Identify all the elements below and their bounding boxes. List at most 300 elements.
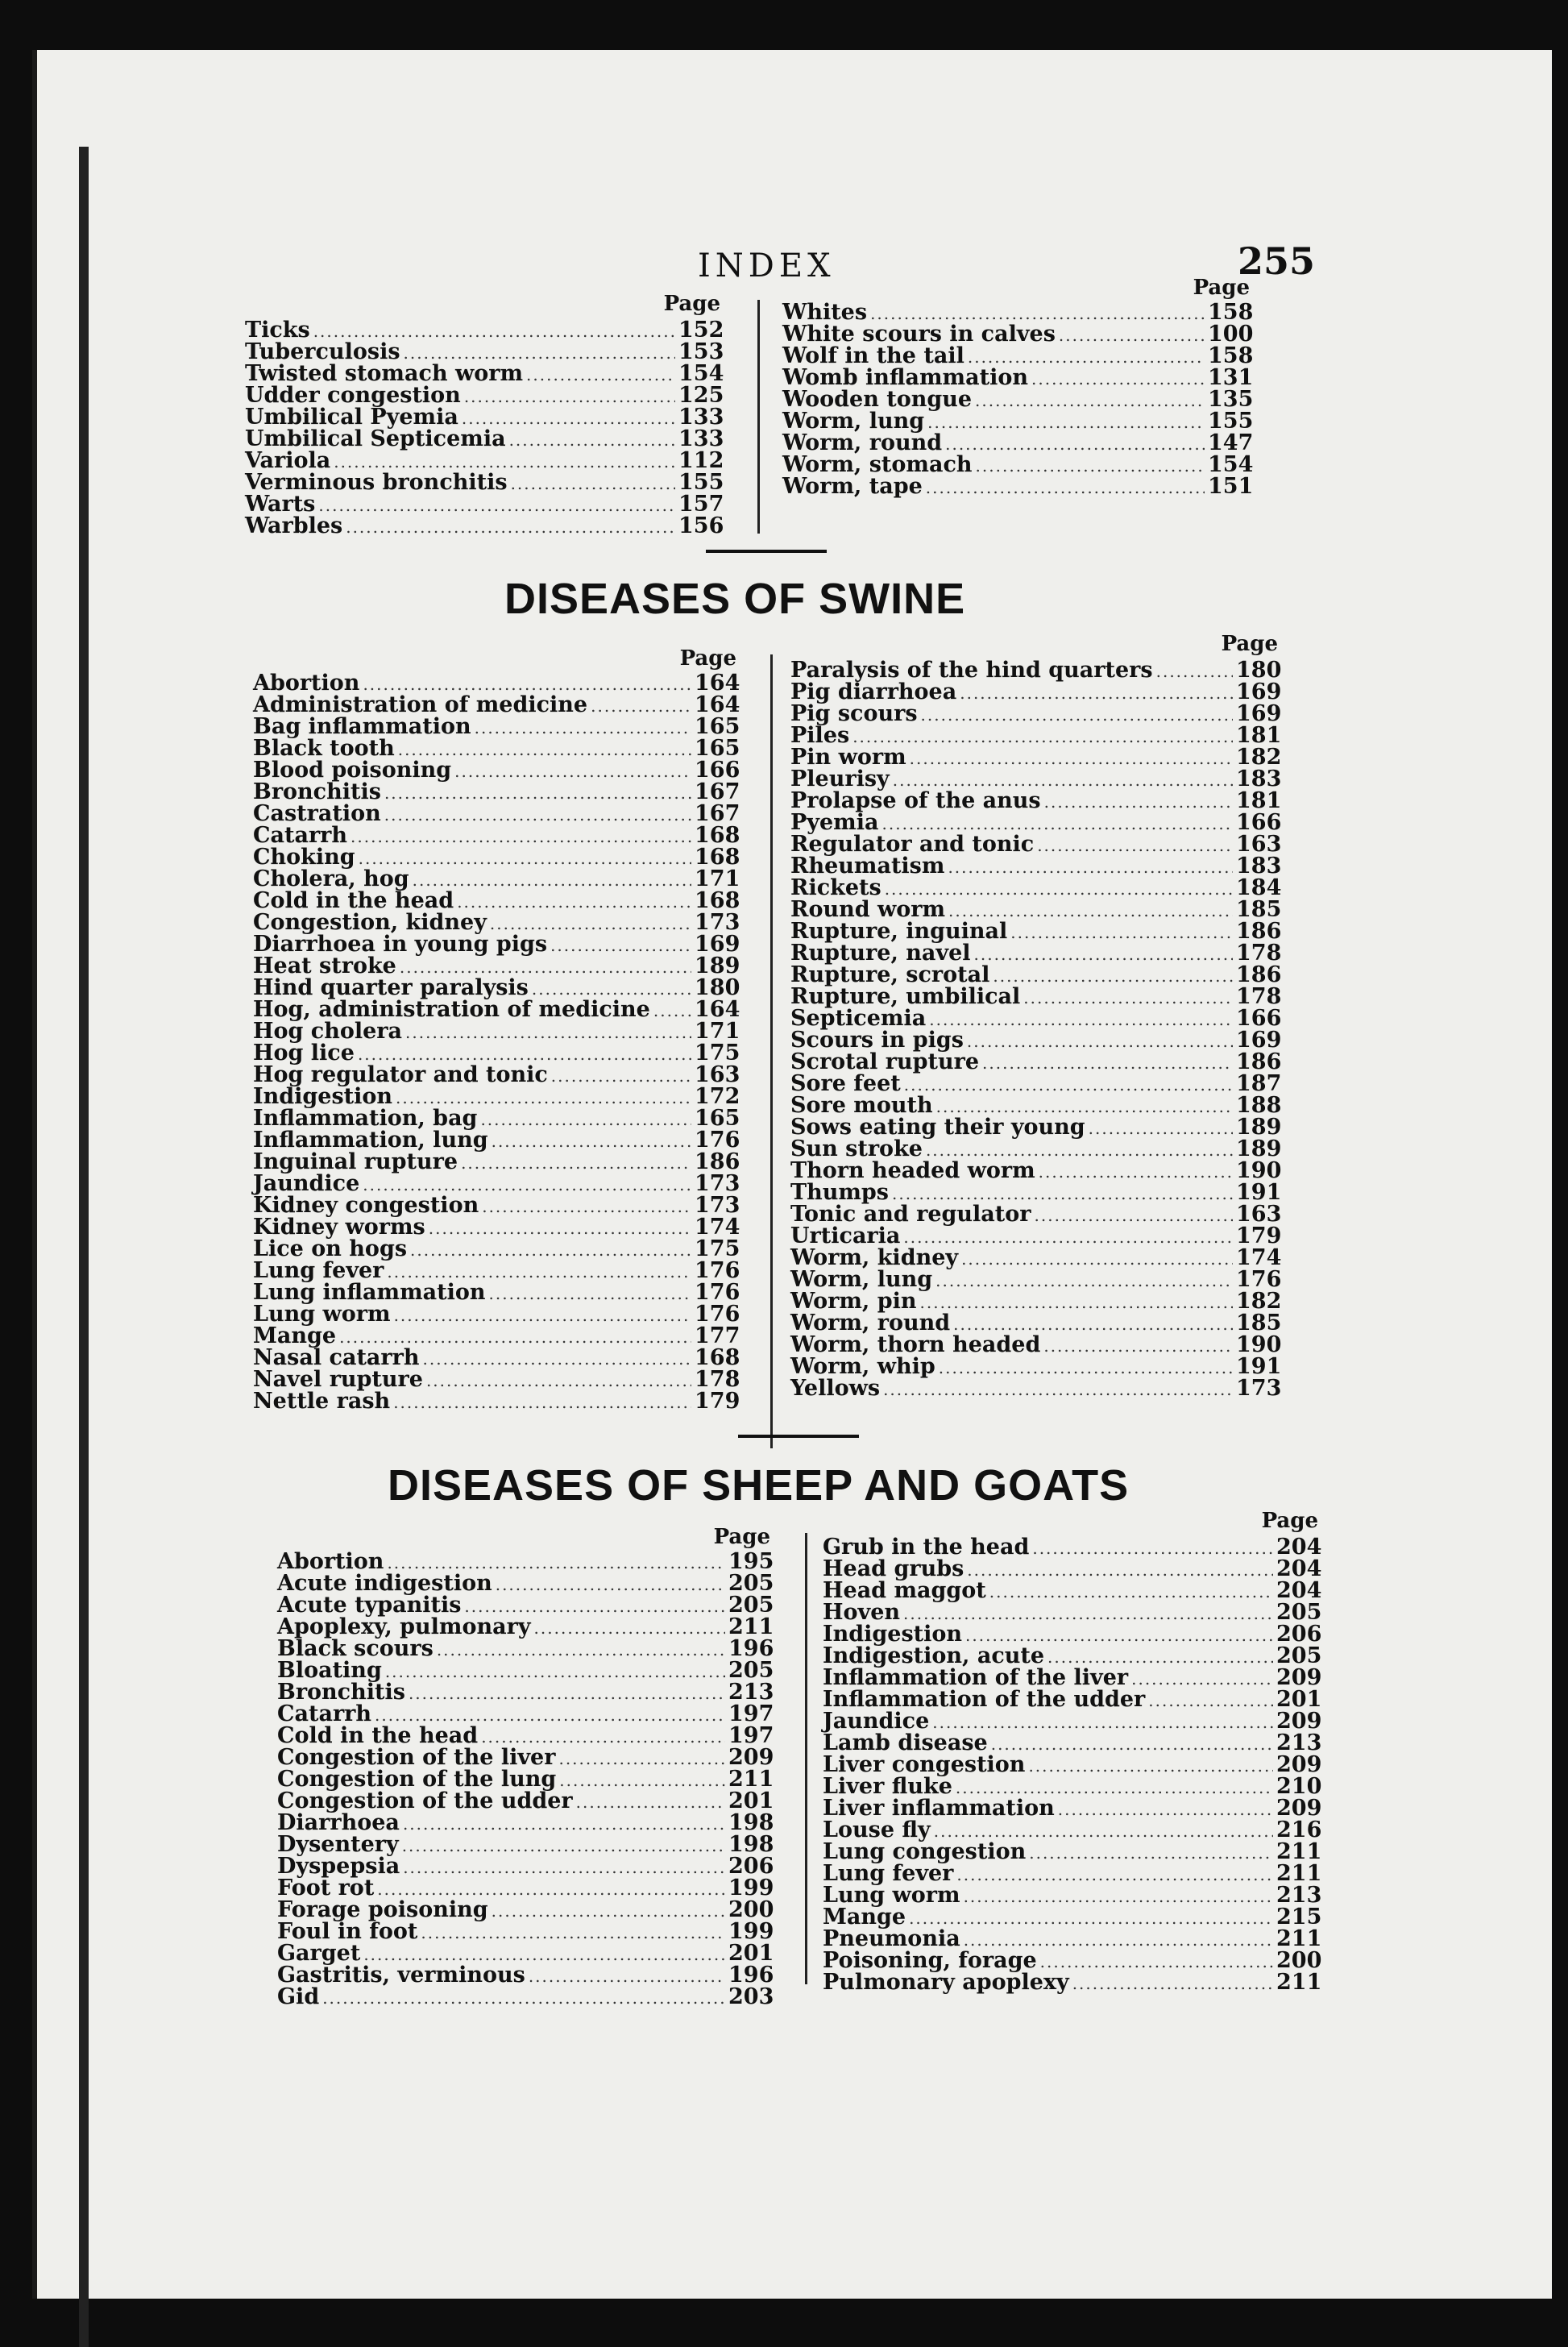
index-page-ref: 165 <box>695 714 740 739</box>
dot-leader <box>964 1886 1273 1908</box>
index-term: Udder congestion <box>245 383 461 408</box>
index-page-ref: 169 <box>1236 701 1282 726</box>
index-page-ref: 190 <box>1236 1332 1282 1357</box>
index-page-ref: 183 <box>1236 766 1282 791</box>
index-page-ref: 209 <box>728 1745 774 1770</box>
index-page-ref: 157 <box>678 492 724 517</box>
dot-leader <box>384 783 691 804</box>
index-term: Castration <box>253 801 381 826</box>
index-term: Wooden tongue <box>782 387 973 412</box>
index-entry <box>823 1622 1322 1647</box>
index-page-ref: 174 <box>695 1215 740 1240</box>
index-page-ref: 100 <box>1208 322 1254 347</box>
index-page-ref: 191 <box>1236 1180 1282 1205</box>
dot-leader <box>989 1581 1273 1603</box>
index-entry <box>790 1049 1282 1074</box>
index-entry <box>277 1876 774 1900</box>
index-entry <box>253 1084 740 1109</box>
index-entry <box>790 1202 1282 1227</box>
index-page-ref: 181 <box>1236 788 1282 813</box>
index-term: Poisoning, forage <box>823 1948 1037 1973</box>
index-entry <box>823 1556 1322 1581</box>
index-page-ref: 166 <box>695 758 740 783</box>
dot-leader <box>921 704 1233 726</box>
index-page-ref: 176 <box>695 1258 740 1283</box>
index-term: Lung congestion <box>823 1839 1027 1864</box>
index-term: Hog lice <box>253 1041 355 1065</box>
index-page-ref: 158 <box>1208 300 1254 325</box>
dot-leader <box>993 966 1233 987</box>
dot-leader <box>461 1153 691 1174</box>
index-term: Worm, round <box>790 1311 951 1336</box>
index-entry <box>253 1280 740 1305</box>
index-entry <box>823 1600 1322 1625</box>
index-term: Abortion <box>253 671 360 696</box>
index-entry <box>245 339 724 364</box>
index-entry <box>790 745 1282 770</box>
dot-leader <box>551 1065 691 1087</box>
index-term: Cholera, hog <box>253 866 409 891</box>
index-entry <box>253 1149 740 1174</box>
index-entry <box>253 758 740 783</box>
index-page-ref: 163 <box>695 1062 740 1087</box>
dot-leader <box>967 1031 1233 1053</box>
index-term: Foul in foot <box>277 1919 418 1944</box>
dot-leader <box>1031 368 1205 390</box>
index-page-ref: 155 <box>678 470 724 495</box>
dot-leader <box>393 1392 691 1414</box>
dot-leader <box>1010 922 1233 944</box>
dot-leader <box>482 1196 691 1218</box>
page-column-header: Page <box>1193 276 1250 300</box>
dot-leader <box>492 1900 725 1922</box>
index-term: Variola <box>245 448 331 473</box>
index-page-ref: 204 <box>1276 1556 1322 1581</box>
index-term: Inflammation, lung <box>253 1128 488 1153</box>
index-entry <box>790 962 1282 987</box>
index-page-ref: 169 <box>1236 679 1282 704</box>
dot-leader <box>576 1792 725 1813</box>
index-entry <box>790 1028 1282 1053</box>
index-page-ref: 167 <box>695 801 740 826</box>
running-header-title: INDEX <box>698 247 836 285</box>
index-page-ref: 198 <box>728 1832 774 1857</box>
dot-leader <box>948 857 1233 879</box>
index-term: Sows eating their young <box>790 1115 1085 1140</box>
index-term: Indigestion, acute <box>823 1643 1045 1668</box>
index-entry <box>823 1817 1322 1842</box>
index-entry <box>253 1345 740 1370</box>
index-page-ref: 176 <box>695 1302 740 1327</box>
dot-leader <box>1156 661 1233 683</box>
index-term: Regulator and tonic <box>790 832 1035 857</box>
section-divider <box>738 1435 859 1438</box>
index-term: Rupture, umbilical <box>790 984 1021 1009</box>
index-entry <box>790 1376 1282 1401</box>
index-page-ref: 179 <box>695 1389 740 1414</box>
index-entry <box>790 1267 1282 1292</box>
index-entry <box>277 1701 774 1726</box>
index-entry <box>253 1019 740 1044</box>
index-term: Inflammation of the liver <box>823 1665 1129 1690</box>
index-page-ref: 131 <box>1208 365 1254 390</box>
index-term: Worm, tape <box>782 474 923 499</box>
dot-leader <box>509 430 675 451</box>
index-term: Jaundice <box>823 1709 930 1734</box>
index-term: Worm, stomach <box>782 452 973 477</box>
index-page-ref: 213 <box>728 1680 774 1705</box>
index-page-ref: 156 <box>678 513 724 538</box>
dot-leader <box>1044 791 1233 813</box>
index-term: Mange <box>253 1323 337 1348</box>
index-term: Pyemia <box>790 810 879 835</box>
index-term: Lung fever <box>253 1258 384 1283</box>
index-term: Umbilical Septicemia <box>245 426 506 451</box>
index-page-ref: 196 <box>728 1963 774 1988</box>
index-entry <box>823 1687 1322 1712</box>
index-page-ref: 210 <box>1276 1774 1322 1799</box>
index-term: Hind quarter paralysis <box>253 975 529 1000</box>
index-entry <box>245 426 724 451</box>
dot-leader <box>974 944 1233 966</box>
index-entry <box>790 701 1282 726</box>
index-entry <box>823 1796 1322 1821</box>
index-page-ref: 168 <box>695 823 740 848</box>
page-column-header: Page <box>679 646 736 671</box>
index-entry <box>790 658 1282 683</box>
index-entry <box>790 984 1282 1009</box>
index-page-ref: 164 <box>695 671 740 696</box>
index-entry <box>790 1180 1282 1205</box>
index-entry <box>277 1549 774 1574</box>
index-term: Head maggot <box>823 1578 986 1603</box>
dot-leader <box>385 1661 725 1683</box>
index-page-ref: 164 <box>695 997 740 1022</box>
index-term: Kidney congestion <box>253 1193 479 1218</box>
dot-leader <box>1131 1668 1273 1690</box>
index-page-ref: 211 <box>1276 1970 1322 1995</box>
index-page-ref: 164 <box>695 692 740 717</box>
index-term: Bronchitis <box>277 1680 405 1705</box>
index-entry <box>782 430 1254 455</box>
index-entry <box>790 810 1282 835</box>
index-page-ref: 188 <box>1236 1093 1282 1118</box>
page-column-header: Page <box>1221 632 1278 656</box>
index-term: Scours in pigs <box>790 1028 964 1053</box>
index-page-ref: 205 <box>728 1658 774 1683</box>
index-entry <box>253 692 740 717</box>
index-term: Hog regulator and tonic <box>253 1062 548 1087</box>
dot-leader <box>489 1283 691 1305</box>
index-entry <box>277 1658 774 1683</box>
index-term: Administration of medicine <box>253 692 588 717</box>
dot-leader <box>429 1218 691 1240</box>
index-term: Sun stroke <box>790 1136 923 1161</box>
index-page-ref: 169 <box>695 932 740 957</box>
index-page-ref: 176 <box>1236 1267 1282 1292</box>
index-page-ref: 173 <box>695 910 740 935</box>
dot-leader <box>559 1770 725 1792</box>
index-page-ref: 209 <box>1276 1709 1322 1734</box>
index-entry <box>790 1332 1282 1357</box>
index-page-ref: 211 <box>728 1767 774 1792</box>
dot-leader <box>346 517 675 538</box>
index-entry <box>253 845 740 870</box>
index-term: Acute typanitis <box>277 1593 462 1618</box>
column-rule <box>757 300 760 534</box>
dot-leader <box>409 1683 725 1705</box>
index-term: Ticks <box>245 318 310 343</box>
index-entry <box>790 788 1282 813</box>
dot-leader <box>927 412 1205 434</box>
section-title-swine: DISEASES OF SWINE <box>504 575 966 623</box>
index-entry <box>823 1948 1322 1973</box>
index-entry <box>823 1926 1322 1951</box>
index-page-ref: 152 <box>678 318 724 343</box>
index-entry <box>823 1709 1322 1734</box>
dot-leader <box>945 434 1205 455</box>
index-entry <box>790 1245 1282 1270</box>
index-page-ref: 213 <box>1276 1730 1322 1755</box>
index-entry <box>277 1680 774 1705</box>
index-page-ref: 153 <box>678 339 724 364</box>
index-entry <box>277 1593 774 1618</box>
dot-leader <box>558 1748 725 1770</box>
index-term: Verminous bronchitis <box>245 470 508 495</box>
index-term: Black tooth <box>253 736 395 761</box>
index-term: Dysentery <box>277 1832 399 1857</box>
index-entry <box>245 448 724 473</box>
index-page-ref: 171 <box>695 866 740 891</box>
index-entry <box>790 875 1282 900</box>
index-entry <box>277 1788 774 1813</box>
index-entry <box>277 1984 774 2009</box>
index-entry <box>790 1289 1282 1314</box>
dot-leader <box>929 1009 1233 1031</box>
index-entry <box>790 766 1282 791</box>
index-term: Congestion of the udder <box>277 1788 573 1813</box>
dot-leader <box>1072 1973 1273 1995</box>
index-entry <box>277 1919 774 1944</box>
index-entry <box>823 1774 1322 1799</box>
index-entry <box>782 365 1254 390</box>
column-rule <box>770 654 773 1448</box>
index-entry <box>790 1071 1282 1096</box>
index-page-ref: 158 <box>1208 343 1254 368</box>
index-entry <box>253 1215 740 1240</box>
index-term: Septicemia <box>790 1006 927 1031</box>
dot-leader <box>591 696 691 717</box>
page-column-header: Page <box>1261 1509 1318 1533</box>
dot-leader <box>511 473 675 495</box>
index-page-ref: 135 <box>1208 387 1254 412</box>
index-page-ref: 155 <box>1208 409 1254 434</box>
dot-leader <box>534 1618 725 1639</box>
index-term: Catarrh <box>253 823 348 848</box>
index-page-ref: 204 <box>1276 1535 1322 1560</box>
dot-leader <box>402 1835 725 1857</box>
index-page-ref: 168 <box>695 845 740 870</box>
index-entry <box>790 941 1282 966</box>
index-entry <box>253 1193 740 1218</box>
dot-leader <box>1043 1336 1233 1357</box>
index-page-ref: 168 <box>695 888 740 913</box>
index-entry <box>790 1311 1282 1336</box>
index-page-ref: 199 <box>728 1876 774 1900</box>
index-term: Thumps <box>790 1180 890 1205</box>
index-page-ref: 191 <box>1236 1354 1282 1379</box>
index-page-ref: 186 <box>1236 919 1282 944</box>
index-term: Louse fly <box>823 1817 931 1842</box>
index-page-ref: 133 <box>678 405 724 430</box>
dot-leader <box>904 1074 1233 1096</box>
index-term: Grub in the head <box>823 1535 1030 1560</box>
index-entry <box>823 1839 1322 1864</box>
index-entry <box>790 1136 1282 1161</box>
index-list <box>245 318 724 538</box>
index-page-ref: 213 <box>1276 1883 1322 1908</box>
index-term: Abortion <box>277 1549 384 1574</box>
index-term: Worm, round <box>782 430 943 455</box>
index-entry <box>790 897 1282 922</box>
index-term: Worm, thorn headed <box>790 1332 1041 1357</box>
index-page-ref: 206 <box>728 1854 774 1879</box>
index-entry <box>790 832 1282 857</box>
index-page-ref: 112 <box>678 448 724 473</box>
index-entry <box>823 1578 1322 1603</box>
index-term: Gid <box>277 1984 320 2009</box>
index-entry <box>253 1389 740 1414</box>
index-entry <box>253 779 740 804</box>
dot-leader <box>384 804 691 826</box>
index-entry <box>782 409 1254 434</box>
index-term: Indigestion <box>253 1084 393 1109</box>
index-page-ref: 180 <box>695 975 740 1000</box>
index-entry <box>245 405 724 430</box>
index-entry <box>245 470 724 495</box>
index-entry <box>277 1832 774 1857</box>
index-page-ref: 171 <box>695 1019 740 1044</box>
dot-leader <box>423 1348 691 1370</box>
index-term: Umbilical Pyemia <box>245 405 458 430</box>
index-term: Scrotal rupture <box>790 1049 980 1074</box>
index-entry <box>823 1905 1322 1930</box>
index-entry <box>277 1854 774 1879</box>
index-list <box>277 1549 774 2009</box>
index-page-ref: 174 <box>1236 1245 1282 1270</box>
dot-leader <box>975 390 1205 412</box>
index-term: Round worm <box>790 897 946 922</box>
index-entry <box>782 474 1254 499</box>
index-entry <box>245 513 724 538</box>
index-page-ref: 167 <box>695 779 740 804</box>
index-page-ref: 166 <box>1236 1006 1282 1031</box>
index-list <box>782 300 1254 499</box>
index-term: Rupture, inguinal <box>790 919 1008 944</box>
index-term: Twisted stomach worm <box>245 361 524 386</box>
index-term: Lamb disease <box>823 1730 988 1755</box>
index-term: Cold in the head <box>253 888 454 913</box>
index-term: Worm, kidney <box>790 1245 959 1270</box>
index-page-ref: 173 <box>695 1193 740 1218</box>
index-page-ref: 209 <box>1276 1665 1322 1690</box>
index-term: Yellows <box>790 1376 881 1401</box>
index-term: Tonic and regulator <box>790 1202 1031 1227</box>
index-term: Lung worm <box>823 1883 960 1908</box>
dot-leader <box>910 748 1233 770</box>
index-entry <box>253 671 740 696</box>
index-term: Rickets <box>790 875 881 900</box>
index-term: Lung inflammation <box>253 1280 486 1305</box>
dot-leader <box>421 1922 725 1944</box>
index-entry <box>253 866 740 891</box>
dot-leader <box>939 1357 1233 1379</box>
dot-leader <box>426 1370 691 1392</box>
index-page-ref: 200 <box>1276 1948 1322 1973</box>
index-term: Warbles <box>245 513 343 538</box>
index-term: Pig scours <box>790 701 918 726</box>
dot-leader <box>322 1988 725 2009</box>
index-entry <box>253 1128 740 1153</box>
index-page-ref: 205 <box>728 1571 774 1596</box>
index-term: Jaundice <box>253 1171 360 1196</box>
index-entry <box>245 492 724 517</box>
index-entry <box>790 679 1282 704</box>
dot-leader <box>1148 1690 1273 1712</box>
index-page-ref: 166 <box>1236 810 1282 835</box>
index-entry <box>277 1636 774 1661</box>
index-term: Warts <box>245 492 316 517</box>
index-term: Bloating <box>277 1658 382 1683</box>
index-term: Liver fluke <box>823 1774 952 1799</box>
index-page-ref: 147 <box>1208 430 1254 455</box>
index-entry <box>782 452 1254 477</box>
index-entry <box>790 1115 1282 1140</box>
index-entry <box>790 1223 1282 1248</box>
index-entry <box>277 1745 774 1770</box>
index-page-ref: 190 <box>1236 1158 1282 1183</box>
section-title-sheep-goats: DISEASES OF SHEEP AND GOATS <box>388 1461 1130 1510</box>
dot-leader <box>394 1305 691 1327</box>
index-page-ref: 178 <box>1236 941 1282 966</box>
dot-leader <box>852 726 1233 748</box>
index-entry <box>277 1767 774 1792</box>
index-page-ref: 211 <box>1276 1861 1322 1886</box>
index-page-ref: 216 <box>1276 1817 1322 1842</box>
index-page-ref: 168 <box>695 1345 740 1370</box>
book-page <box>32 50 1552 2299</box>
dot-leader <box>318 495 675 517</box>
index-term: White scours in calves <box>782 322 1056 347</box>
dot-leader <box>437 1639 725 1661</box>
index-page-ref: 182 <box>1236 1289 1282 1314</box>
index-entry <box>253 801 740 826</box>
dot-leader <box>454 761 691 783</box>
index-term: Heat stroke <box>253 953 396 978</box>
index-entry <box>823 1883 1322 1908</box>
page-column-header: Page <box>663 292 720 316</box>
dot-leader <box>935 1270 1233 1292</box>
index-term: Forage poisoning <box>277 1897 488 1922</box>
index-term: Diarrhoea <box>277 1810 400 1835</box>
index-page-ref: 163 <box>1236 832 1282 857</box>
index-page-ref: 189 <box>1236 1115 1282 1140</box>
dot-leader <box>1058 1799 1273 1821</box>
index-entry <box>253 736 740 761</box>
index-term: Indigestion <box>823 1622 963 1647</box>
index-page-ref: 181 <box>1236 723 1282 748</box>
index-term: Liver congestion <box>823 1752 1026 1777</box>
